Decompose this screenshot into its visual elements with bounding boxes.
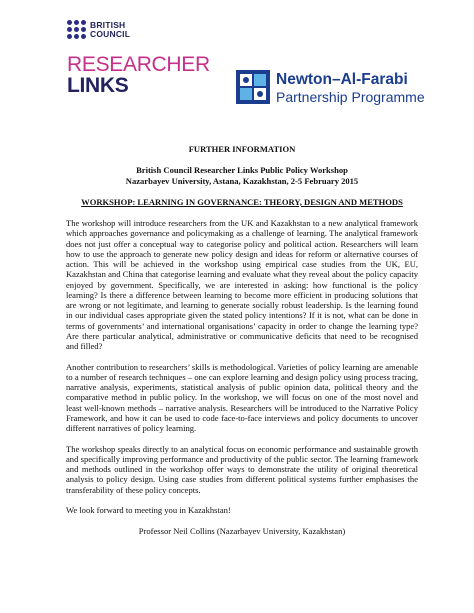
british-council-logo [67,19,137,45]
closing-line: We look forward to meeting you in Kazakhstan! [66,505,231,516]
further-information-heading: FURTHER INFORMATION [188,144,296,154]
researcher-links-line-2: LINKS [67,74,129,97]
newton-al-farabi-mark-icon [236,70,270,104]
signature: Professor Neil Collins (Nazarbayev University, Kazakhstan) [138,525,346,536]
event-details: Nazarbayev University, Astana, Kazakhstan, 2-5 February 2015 [125,175,359,186]
newton-al-farabi-subtitle: Partnership Programme [276,89,425,105]
researcher-links-logo [67,54,210,96]
paragraph-intro: The workshop will introduce researchers from the UK and Kazakhstan to a new analytical framework which approaches governance and policymaking as a challenge of learning. The analytical framework does not just offer a conceptual way to categorise policy and political action. Researchers will learn how to use the approach to generate new policy design and ideas for reform or alternative courses of action. This will be achieved in the workshop using empirical case studies from the UK, EU, Kazakhstan and China that categorise learning and evaluate what they reveal about the policy capacity enjoyed by government. Specifically, we are interested in asking: how functional is the policy learning? Is there a difference between learning to become more efficient in producing solutions that are wrong or not legitimate, and learning to generate socially robust leadership. Is the learning found in our individual cases appropriate given the stated policy intentions? If it is not, what can be done in terms of governments’ and international organisations’ capacity in order to change the learning type? Are there particular analytical, administrative or communicative deficits that need to be recognised and filled? [66,218,418,351]
researcher-links-line-1: RESEARCHER [67,53,210,76]
newton-al-farabi-title: Newton–Al-Farabi [276,71,408,88]
workshop-heading: WORKSHOP: LEARNING IN GOVERNANCE: THEORY, DESIGN AND METHODS [81,196,403,207]
british-council-dots-icon [67,20,87,40]
paragraph-methods: Another contribution to researchers’ skills is methodological. Varieties of policy learning are amenable to a number of research techniques – one can explore learning and design policy using process tracing, narrative analysis, experiments, statistical analysis of public opinion data, political theory and the comparative method in public policy. In the workshop, we will focus on one of the most novel and least well-known methods – narrative analysis. Researchers will be introduced to the Narrative Policy Framework, and how it can be used to code face-to-face interviews and policy documents to uncover different narratives of policy learning. [66,361,418,434]
event-title: British Council Researcher Links Public Policy Workshop [136,165,348,176]
british-council-wordmark: BRITISH COUNCIL [90,20,131,39]
paragraph-impact: The workshop speaks directly to an analytical focus on economic performance and sustainable growth and specifically improving performance and productivity of the public sector. The learning framework and methods outlined in the workshop offer ways to demonstrate the utility of original theoretical analysis to policy design. Using case studies from different political systems further emphasises the transferability of these policy concepts. [66,443,418,495]
document-body [66,144,418,536]
newton-al-farabi-logo [236,70,436,108]
